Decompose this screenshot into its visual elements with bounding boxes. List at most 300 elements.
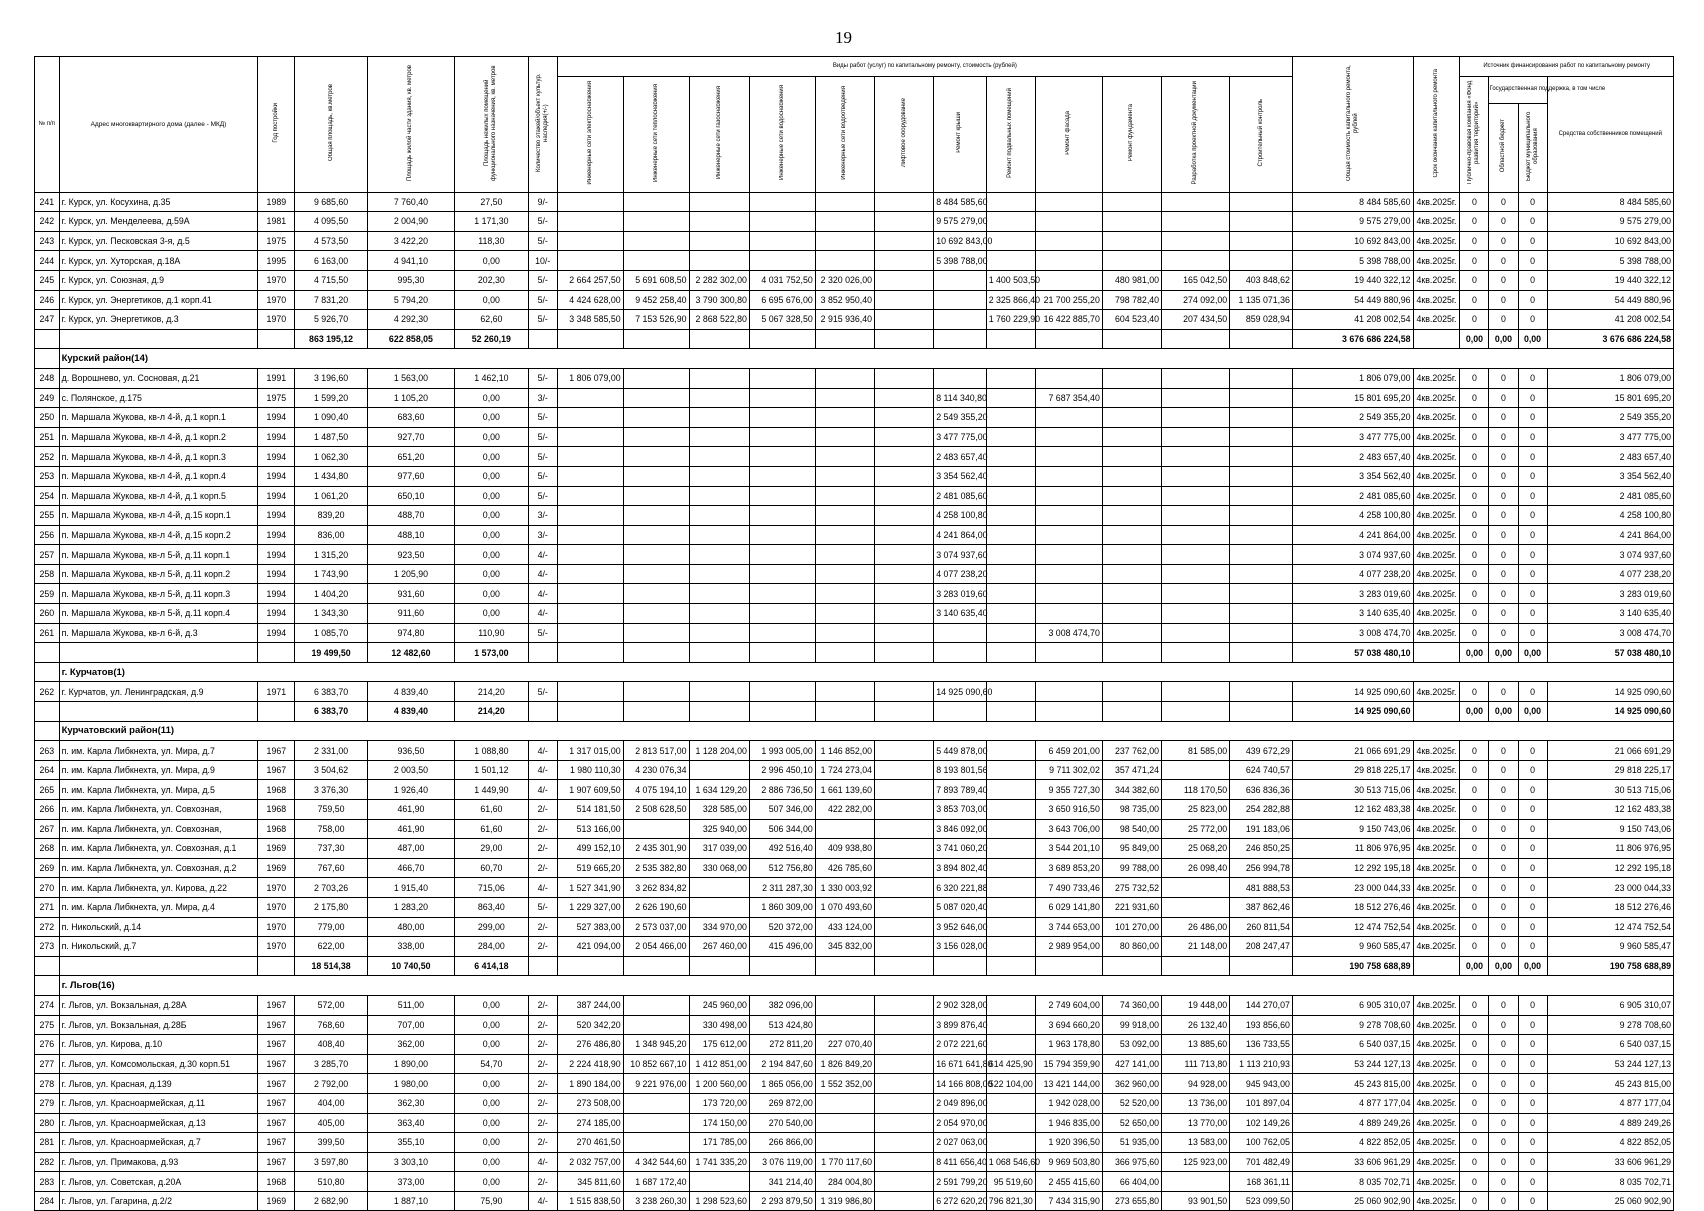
work-cost-cell: [1102, 427, 1161, 447]
work-cost-cell: 1 907 609,50: [557, 780, 623, 800]
total-cost-cell: 41 208 002,54: [1292, 310, 1413, 330]
fund-cell: 0: [1460, 584, 1489, 604]
total-cost-cell: 30 513 715,06: [1292, 780, 1413, 800]
table-row: [35, 270, 1674, 290]
total-cost-cell: 23 000 044,33: [1292, 878, 1413, 898]
work-cost-cell: 1 200 560,00: [689, 1074, 749, 1094]
work-cost-cell: [1230, 682, 1293, 702]
work-cost-cell: 98 540,00: [1102, 819, 1161, 839]
work-cost-cell: [557, 408, 623, 428]
work-cost-cell: [689, 897, 749, 917]
row-number-cell: 246: [35, 290, 60, 310]
fund-cell: 0: [1460, 1054, 1489, 1074]
work-cost-cell: 1 826 849,20: [815, 1054, 874, 1074]
work-cost-cell: 5 087 020,40: [934, 897, 987, 917]
subtotal-blank: [874, 956, 933, 976]
deadline-cell: 4кв.2025г.: [1413, 878, 1460, 898]
work-cost-cell: 270 461,50: [557, 1133, 623, 1153]
row-number-cell: 259: [35, 584, 60, 604]
regional-cell: 0: [1489, 192, 1518, 212]
deadline-cell: 4кв.2025г.: [1413, 1054, 1460, 1074]
total-cost-cell: 6 540 037,15: [1292, 1035, 1413, 1055]
work-cost-cell: 2 481 085,60: [934, 486, 987, 506]
work-cost-cell: 1 068 546,60: [986, 1152, 1035, 1172]
subtotal-owners-cell: 57 038 480,10: [1547, 643, 1673, 663]
work-cost-cell: [689, 486, 749, 506]
municipal-cell: 0: [1518, 310, 1547, 330]
work-cost-cell: [749, 427, 815, 447]
fund-cell: 0: [1460, 1015, 1489, 1035]
table-row: [35, 819, 1674, 839]
fund-cell: 0: [1460, 623, 1489, 643]
work-cost-cell: 328 585,00: [689, 800, 749, 820]
work-cost-cell: [874, 604, 933, 624]
work-cost-cell: 366 975,60: [1102, 1152, 1161, 1172]
col-floors-header: Количество этажей/объект культур. наследия(+/-): [528, 57, 557, 193]
deadline-cell: 4кв.2025г.: [1413, 388, 1460, 408]
regional-cell: 0: [1489, 780, 1518, 800]
deadline-cell: 4кв.2025г.: [1413, 917, 1460, 937]
work-cost-cell: [1162, 427, 1230, 447]
work-cost-cell: 272 811,20: [749, 1035, 815, 1055]
table-row: [35, 310, 1674, 330]
work-cost-cell: 3 899 876,40: [934, 1015, 987, 1035]
subtotal-blank: [59, 329, 258, 349]
owners-cell: 25 060 902,90: [1547, 1191, 1673, 1211]
work-cost-cell: [1162, 212, 1230, 232]
fund-cell: 0: [1460, 212, 1489, 232]
work-cost-cell: 266 866,00: [749, 1133, 815, 1153]
work-cost-cell: 3 140 635,40: [934, 604, 987, 624]
work-cost-cell: 415 496,00: [749, 937, 815, 957]
owners-cell: 9 278 708,60: [1547, 1015, 1673, 1035]
work-cost-cell: 101 270,00: [1102, 917, 1161, 937]
subtotal-blank: [986, 643, 1035, 663]
work-cost-cell: [689, 878, 749, 898]
row-number-cell: 282: [35, 1152, 60, 1172]
fund-cell: 0: [1460, 192, 1489, 212]
fund-cell: 0: [1460, 506, 1489, 526]
subtotal-blank: [815, 702, 874, 722]
work-cost-cell: [1102, 506, 1161, 526]
address-cell: п. Маршала Жукова, кв-л 5-й, д.11 корп.4: [59, 604, 258, 624]
subtotal-blank: [557, 956, 623, 976]
work-cost-cell: 2 320 026,00: [815, 270, 874, 290]
living-area-cell: 911,60: [367, 604, 454, 624]
regional-cell: 0: [1489, 427, 1518, 447]
municipal-cell: 0: [1518, 466, 1547, 486]
regional-cell: 0: [1489, 1152, 1518, 1172]
total-area-cell: 2 792,00: [295, 1074, 368, 1094]
work-cost-cell: [1162, 1172, 1230, 1192]
deadline-cell: 4кв.2025г.: [1413, 231, 1460, 251]
work-cost-cell: 3 008 474,70: [1035, 623, 1102, 643]
row-number-cell: 284: [35, 1191, 60, 1211]
total-area-cell: 572,00: [295, 995, 368, 1015]
subtotal-owners-cell: 190 758 688,89: [1547, 956, 1673, 976]
subtotal-living-cell: 622 858,05: [367, 329, 454, 349]
work-cost-cell: 382 096,00: [749, 995, 815, 1015]
table-row: [35, 368, 1674, 388]
nonliving-area-cell: 0,00: [455, 525, 529, 545]
subtotal-regional-cell: 0,00: [1489, 702, 1518, 722]
living-area-cell: 650,10: [367, 486, 454, 506]
nonliving-area-cell: 0,00: [455, 545, 529, 565]
work-cost-cell: [1102, 368, 1161, 388]
work-cost-cell: [689, 760, 749, 780]
total-cost-cell: 29 818 225,17: [1292, 760, 1413, 780]
total-area-cell: 3 597,80: [295, 1152, 368, 1172]
table-row: [35, 466, 1674, 486]
work-cost-cell: [986, 388, 1035, 408]
total-area-cell: 399,50: [295, 1133, 368, 1153]
work-cost-cell: [815, 506, 874, 526]
subtotal-blank: [258, 956, 295, 976]
col-gas-header: Инженерные сети газоснабжения: [689, 76, 749, 192]
work-cost-cell: [557, 427, 623, 447]
work-cost-cell: [749, 388, 815, 408]
work-cost-cell: [623, 1015, 689, 1035]
table-row: [35, 388, 1674, 408]
subtotal-blank: [986, 956, 1035, 976]
deadline-cell: 4кв.2025г.: [1413, 486, 1460, 506]
fund-cell: 0: [1460, 800, 1489, 820]
owners-cell: 21 066 691,29: [1547, 741, 1673, 761]
work-cost-cell: [557, 584, 623, 604]
owners-cell: 4 822 852,05: [1547, 1133, 1673, 1153]
work-cost-cell: [749, 486, 815, 506]
district-name: Курчатовский район(11): [59, 721, 1673, 741]
work-cost-cell: [815, 1093, 874, 1113]
floors-cell: 3/-: [528, 525, 557, 545]
total-area-cell: 3 376,30: [295, 780, 368, 800]
work-cost-cell: [874, 1093, 933, 1113]
subtotal-owners-cell: 3 676 686 224,58: [1547, 329, 1673, 349]
work-cost-cell: [623, 427, 689, 447]
deadline-cell: 4кв.2025г.: [1413, 447, 1460, 467]
subtotal-blank: [689, 702, 749, 722]
deadline-cell: 4кв.2025г.: [1413, 995, 1460, 1015]
table-body: [35, 192, 1674, 1211]
work-cost-cell: 6 695 676,00: [749, 290, 815, 310]
work-cost-cell: 3 262 834,82: [623, 878, 689, 898]
work-cost-cell: 2 032 757,00: [557, 1152, 623, 1172]
subtotal-blank: [1230, 702, 1293, 722]
work-cost-cell: [689, 408, 749, 428]
owners-cell: 18 512 276,46: [1547, 897, 1673, 917]
total-cost-cell: 3 354 562,40: [1292, 466, 1413, 486]
deadline-cell: 4кв.2025г.: [1413, 368, 1460, 388]
municipal-cell: 0: [1518, 1152, 1547, 1172]
living-area-cell: 1 205,90: [367, 564, 454, 584]
subtotal-regional-cell: 0,00: [1489, 643, 1518, 663]
deadline-cell: 4кв.2025г.: [1413, 290, 1460, 310]
nonliving-area-cell: 0,00: [455, 1113, 529, 1133]
owners-cell: 8 035 702,71: [1547, 1172, 1673, 1192]
work-cost-cell: [557, 564, 623, 584]
total-area-cell: 2 175,80: [295, 897, 368, 917]
living-area-cell: 1 283,20: [367, 897, 454, 917]
total-area-cell: 4 573,50: [295, 231, 368, 251]
fund-cell: 0: [1460, 466, 1489, 486]
work-cost-cell: 2 455 415,60: [1035, 1172, 1102, 1192]
municipal-cell: 0: [1518, 1015, 1547, 1035]
owners-cell: 4 241 864,00: [1547, 525, 1673, 545]
nonliving-area-cell: 29,00: [455, 839, 529, 859]
work-cost-cell: [749, 564, 815, 584]
row-number-cell: 244: [35, 251, 60, 271]
work-cost-cell: [1162, 447, 1230, 467]
address-cell: п. им. Карла Либкнехта, ул. Кирова, д.22: [59, 878, 258, 898]
address-cell: п. Маршала Жукова, кв-л 5-й, д.11 корп.2: [59, 564, 258, 584]
total-area-cell: 622,00: [295, 937, 368, 957]
work-cost-cell: 1 806 079,00: [557, 368, 623, 388]
work-cost-cell: 1 865 056,00: [749, 1074, 815, 1094]
address-cell: г. Курск, ул. Косухина, д.35: [59, 192, 258, 212]
work-cost-cell: 101 897,04: [1230, 1093, 1293, 1113]
work-cost-cell: 175 612,00: [689, 1035, 749, 1055]
total-area-cell: 2 331,00: [295, 741, 368, 761]
work-cost-cell: 2 049 896,00: [934, 1093, 987, 1113]
work-cost-cell: 8 114 340,80: [934, 388, 987, 408]
subtotal-blank: [934, 702, 987, 722]
regional-cell: 0: [1489, 310, 1518, 330]
work-cost-cell: [1035, 545, 1102, 565]
work-cost-cell: [1230, 231, 1293, 251]
work-cost-cell: 1 527 341,90: [557, 878, 623, 898]
owners-cell: 6 540 037,15: [1547, 1035, 1673, 1055]
table-row: [35, 858, 1674, 878]
work-cost-cell: 1 993 005,00: [749, 741, 815, 761]
deadline-cell: 4кв.2025г.: [1413, 819, 1460, 839]
work-cost-cell: 5 398 788,00: [934, 251, 987, 271]
fund-cell: 0: [1460, 878, 1489, 898]
subtotal-blank: [35, 956, 60, 976]
work-cost-cell: 9 221 976,00: [623, 1074, 689, 1094]
nonliving-area-cell: 0,00: [455, 1015, 529, 1035]
table-row: [35, 1152, 1674, 1172]
fund-cell: 0: [1460, 995, 1489, 1015]
work-cost-cell: 2 749 604,00: [1035, 995, 1102, 1015]
work-cost-cell: 3 283 019,60: [934, 584, 987, 604]
work-cost-cell: 2 989 954,00: [1035, 937, 1102, 957]
subtotal-municipal-cell: 0,00: [1518, 329, 1547, 349]
floors-cell: 2/-: [528, 1133, 557, 1153]
municipal-cell: 0: [1518, 408, 1547, 428]
table-row: [35, 760, 1674, 780]
work-cost-cell: [986, 1133, 1035, 1153]
work-cost-cell: 256 994,78: [1230, 858, 1293, 878]
total-cost-cell: 5 398 788,00: [1292, 251, 1413, 271]
work-cost-cell: 1 515 838,50: [557, 1191, 623, 1211]
work-cost-cell: [557, 604, 623, 624]
municipal-cell: 0: [1518, 564, 1547, 584]
municipal-cell: 0: [1518, 897, 1547, 917]
work-cost-cell: [986, 741, 1035, 761]
work-cost-cell: [623, 251, 689, 271]
subtotal-cost-cell: 14 925 090,60: [1292, 702, 1413, 722]
work-cost-cell: [986, 917, 1035, 937]
address-cell: п. Маршала Жукова, кв-л 5-й, д.11 корп.1: [59, 545, 258, 565]
work-cost-cell: 6 029 141,80: [1035, 897, 1102, 917]
year-cell: 1994: [258, 506, 295, 526]
row-number-cell: 263: [35, 741, 60, 761]
subtotal-blank: [623, 329, 689, 349]
work-cost-cell: [557, 466, 623, 486]
nonliving-area-cell: 54,70: [455, 1054, 529, 1074]
municipal-cell: 0: [1518, 212, 1547, 232]
nonliving-area-cell: 0,00: [455, 408, 529, 428]
deadline-cell: 4кв.2025г.: [1413, 1152, 1460, 1172]
regional-cell: 0: [1489, 1133, 1518, 1153]
municipal-cell: 0: [1518, 760, 1547, 780]
owners-cell: 3 008 474,70: [1547, 623, 1673, 643]
address-cell: п. Маршала Жукова, кв-л 4-й, д.1 корп.4: [59, 466, 258, 486]
work-cost-cell: [1035, 368, 1102, 388]
subtotal-blank: [934, 956, 987, 976]
work-cost-cell: 527 383,00: [557, 917, 623, 937]
fund-cell: 0: [1460, 1113, 1489, 1133]
address-cell: п. Маршала Жукова, кв-л 4-й, д.15 корп.2: [59, 525, 258, 545]
year-cell: 1994: [258, 466, 295, 486]
table-row: [35, 1172, 1674, 1192]
state-support-header: Государственная поддержка, в том числе: [1489, 76, 1547, 103]
deadline-cell: 4кв.2025г.: [1413, 525, 1460, 545]
floors-cell: 5/-: [528, 623, 557, 643]
deadline-cell: 4кв.2025г.: [1413, 310, 1460, 330]
owners-cell: 3 477 775,00: [1547, 427, 1673, 447]
deadline-cell: 4кв.2025г.: [1413, 604, 1460, 624]
total-area-cell: 3 196,60: [295, 368, 368, 388]
work-cost-cell: [874, 858, 933, 878]
total-cost-cell: 33 606 961,29: [1292, 1152, 1413, 1172]
subtotal-row: [35, 956, 1674, 976]
year-cell: 1994: [258, 584, 295, 604]
address-cell: г. Курск, ул. Союзная, д.9: [59, 270, 258, 290]
work-cost-cell: [689, 192, 749, 212]
work-cost-cell: 95 519,60: [986, 1172, 1035, 1192]
work-cost-cell: 7 893 789,40: [934, 780, 987, 800]
district-header-row: [35, 976, 1674, 996]
living-area-cell: 4 839,40: [367, 682, 454, 702]
table-row: [35, 408, 1674, 428]
nonliving-area-cell: 1 462,10: [455, 368, 529, 388]
total-cost-cell: 9 960 585,47: [1292, 937, 1413, 957]
municipal-cell: 0: [1518, 584, 1547, 604]
nonliving-area-cell: 118,30: [455, 231, 529, 251]
deadline-cell: 4кв.2025г.: [1413, 760, 1460, 780]
work-cost-cell: [874, 1015, 933, 1035]
work-cost-cell: 10 852 667,10: [623, 1054, 689, 1074]
floors-cell: 5/-: [528, 466, 557, 486]
regional-cell: 0: [1489, 545, 1518, 565]
work-cost-cell: 522 104,00: [986, 1074, 1035, 1094]
work-cost-cell: 362 960,00: [1102, 1074, 1161, 1094]
work-cost-cell: [623, 525, 689, 545]
floors-cell: 2/-: [528, 995, 557, 1015]
work-cost-cell: 2 591 799,20: [934, 1172, 987, 1192]
row-number-cell: 266: [35, 800, 60, 820]
table-row: [35, 839, 1674, 859]
work-cost-cell: [623, 623, 689, 643]
nonliving-area-cell: 1 088,80: [455, 741, 529, 761]
floors-cell: 2/-: [528, 1172, 557, 1192]
work-cost-cell: 2 027 063,00: [934, 1133, 987, 1153]
work-cost-cell: 2 573 037,00: [623, 917, 689, 937]
work-cost-cell: [1162, 192, 1230, 212]
subtotal-owners-cell: 14 925 090,60: [1547, 702, 1673, 722]
table-row: [35, 1054, 1674, 1074]
row-number-cell: 250: [35, 408, 60, 428]
work-cost-cell: 1 661 139,60: [815, 780, 874, 800]
nonliving-area-cell: 284,00: [455, 937, 529, 957]
living-area-cell: 923,50: [367, 545, 454, 565]
work-cost-cell: [815, 486, 874, 506]
work-cost-cell: 426 785,60: [815, 858, 874, 878]
work-cost-cell: [749, 447, 815, 467]
work-cost-cell: 2 664 257,50: [557, 270, 623, 290]
living-area-cell: 995,30: [367, 270, 454, 290]
work-cost-cell: [749, 525, 815, 545]
work-cost-cell: 387 244,00: [557, 995, 623, 1015]
address-cell: с. Полянское, д.175: [59, 388, 258, 408]
work-cost-cell: [689, 368, 749, 388]
work-cost-cell: [874, 545, 933, 565]
work-cost-cell: 270 540,00: [749, 1113, 815, 1133]
work-cost-cell: [874, 995, 933, 1015]
floors-cell: 4/-: [528, 1191, 557, 1211]
table-row: [35, 682, 1674, 702]
regional-cell: 0: [1489, 251, 1518, 271]
work-cost-cell: [1230, 212, 1293, 232]
table-row: [35, 800, 1674, 820]
work-cost-cell: [689, 525, 749, 545]
deadline-cell: 4кв.2025г.: [1413, 506, 1460, 526]
subtotal-blank: [874, 643, 933, 663]
subtotal-living-cell: 4 839,40: [367, 702, 454, 722]
address-cell: г. Курск, ул. Хуторская, д.18А: [59, 251, 258, 271]
work-cost-cell: 433 124,00: [815, 917, 874, 937]
subtotal-blank: [35, 329, 60, 349]
work-cost-cell: 796 821,30: [986, 1191, 1035, 1211]
regional-cell: 0: [1489, 897, 1518, 917]
work-cost-cell: [1035, 231, 1102, 251]
row-number-cell: 272: [35, 917, 60, 937]
work-cost-cell: 93 901,50: [1162, 1191, 1230, 1211]
regional-cell: 0: [1489, 564, 1518, 584]
work-cost-cell: 2 282 302,00: [689, 270, 749, 290]
year-cell: 1967: [258, 1093, 295, 1113]
total-area-cell: 759,50: [295, 800, 368, 820]
row-number-cell: 261: [35, 623, 60, 643]
work-cost-cell: 325 940,00: [689, 819, 749, 839]
total-area-cell: 1 404,20: [295, 584, 368, 604]
floors-cell: 5/-: [528, 447, 557, 467]
total-cost-cell: 4 877 177,04: [1292, 1093, 1413, 1113]
work-cost-cell: [623, 368, 689, 388]
work-cost-cell: 1 317 015,00: [557, 741, 623, 761]
row-number-cell: 254: [35, 486, 60, 506]
work-cost-cell: [986, 819, 1035, 839]
living-area-cell: 466,70: [367, 858, 454, 878]
nonliving-area-cell: 0,00: [455, 1172, 529, 1192]
subtotal-blank: [749, 329, 815, 349]
year-cell: 1971: [258, 682, 295, 702]
floors-cell: 5/-: [528, 310, 557, 330]
work-cost-cell: [1035, 427, 1102, 447]
floors-cell: 5/-: [528, 212, 557, 232]
total-cost-cell: 3 283 019,60: [1292, 584, 1413, 604]
